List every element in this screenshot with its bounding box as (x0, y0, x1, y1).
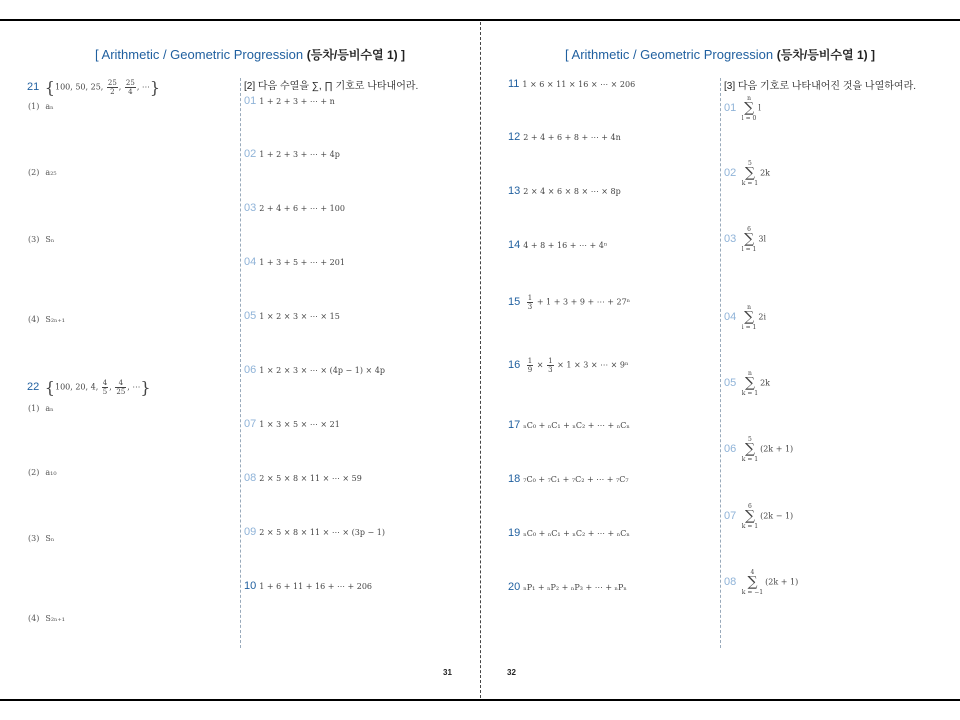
top-rule (0, 19, 960, 21)
page-number: 32 (507, 668, 516, 677)
fraction: $\frac{4}{5}$ (102, 379, 108, 396)
subpart: (4) S₂ₙ₊₁ (28, 315, 65, 324)
sigma-item: 06 5 ∑ k = 1 (2k + 1) (724, 436, 794, 463)
exercise-item: 17 ₙC₀ + ₙC₁ + ₙC₂ + ⋯ + ₙCₙ (508, 419, 630, 431)
fraction: $\frac{25}{2}$ (107, 79, 117, 96)
sigma-item: 07 6 ∑ k = 1 (2k − 1) (724, 503, 794, 530)
problem-number: 22 (27, 380, 40, 393)
fraction: $\frac{4}{25}$ (116, 379, 126, 396)
exercise-item: 16 $\frac{1}{9}$ × $\frac{1}{3}$ × 1 × 3 × ⋯ × 9ⁿ (508, 357, 629, 374)
column-divider (720, 78, 721, 648)
brace-close: } (149, 78, 161, 97)
page-title (10, 46, 490, 63)
exercise-item: 03 2 + 4 + 6 + ⋯ + 100 (244, 202, 345, 214)
sigma-symbol: 6 ∑ k = 1 (741, 503, 759, 530)
sequence-text: 100, 20, 4, (54, 382, 99, 392)
subpart: (4) S₂ₙ₊₁ (28, 614, 65, 623)
sigma-symbol: 4 ∑ k = −1 (741, 569, 764, 596)
subpart: (1) aₙ (28, 102, 54, 111)
brace-open: { (44, 78, 55, 97)
sigma-symbol: n ∑ i = 1 (741, 304, 757, 331)
problem-number: 21 (27, 80, 40, 93)
exercise-item: 08 2 × 5 × 8 × 11 × ⋯ × 59 (244, 472, 362, 484)
problem-22: 22 {100, 20, 4, $\frac{4}{5}$ , $\frac{4}{25}$ , ⋯} (27, 378, 151, 397)
title-ko: (등차/등비수열 1) ] (776, 48, 875, 62)
sequence-end: , ⋯ (136, 82, 150, 92)
section-heading: [2] 다음 수열을 ∑, ∏ 기호로 나타내어라. (244, 81, 419, 92)
page-title (480, 46, 960, 63)
subpart: (1) aₙ (28, 404, 54, 413)
title-ko: (등차/등비수열 1) ] (306, 48, 405, 62)
sigma-symbol: n ∑ l = 0 (741, 95, 757, 122)
title-en: [ Arithmetic / Geometric Progression (95, 47, 304, 62)
subpart: (3) Sₙ (28, 235, 55, 244)
sigma-item: 02 5 ∑ k = 1 2k (724, 160, 771, 187)
fraction: $\frac{1}{3}$ (527, 294, 533, 311)
exercise-item: 14 4 + 8 + 16 + ⋯ + 4ⁿ (508, 239, 608, 251)
subpart: (2) a₁₀ (28, 468, 57, 477)
exercise-item: 15 $\frac{1}{3}$ + 1 + 3 + 9 + ⋯ + 27ⁿ (508, 294, 631, 311)
sequence-end: , ⋯ (127, 382, 141, 392)
exercise-item: 01 1 + 2 + 3 + ⋯ + n (244, 95, 335, 107)
sigma-item: 01 n ∑ l = 0 l (724, 95, 761, 122)
exercise-item: 02 1 + 2 + 3 + ⋯ + 4p (244, 148, 340, 160)
exercise-item: 07 1 × 3 × 5 × ⋯ × 21 (244, 418, 340, 430)
sigma-symbol: n ∑ k = 1 (741, 370, 759, 397)
sigma-symbol: 5 ∑ k = 1 (741, 160, 759, 187)
subpart: (3) Sₙ (28, 534, 55, 543)
sigma-item: 03 6 ∑ l = 1 3l (724, 226, 767, 253)
subpart: (2) a₂₅ (28, 168, 57, 177)
section-heading: [3] 다음 기호로 나타내어진 것을 나열하여라. (724, 81, 917, 92)
exercise-item: 12 2 + 4 + 6 + 8 + ⋯ + 4n (508, 131, 621, 143)
exercise-item: 20 ₙP₁ + ₙP₂ + ₙP₃ + ⋯ + ₙPₙ (508, 581, 627, 593)
title-en: [ Arithmetic / Geometric Progression (565, 47, 774, 62)
bottom-rule (0, 699, 960, 701)
fraction: $\frac{1}{9}$ (527, 357, 533, 374)
fraction: $\frac{25}{4}$ (125, 79, 135, 96)
exercise-item: 11 1 × 6 × 11 × 16 × ⋯ × 206 (508, 78, 636, 90)
column-divider (240, 78, 241, 648)
fraction: $\frac{1}{3}$ (548, 357, 553, 374)
sequence-text: 100, 50, 25, (54, 82, 104, 92)
exercise-item: 09 2 × 5 × 8 × 11 × ⋯ × (3p − 1) (244, 526, 385, 538)
exercise-item: 05 1 × 2 × 3 × ⋯ × 15 (244, 310, 340, 322)
sigma-symbol: 5 ∑ k = 1 (741, 436, 759, 463)
exercise-item: 04 1 + 3 + 5 + ⋯ + 201 (244, 256, 345, 268)
problem-21: 21 {100, 50, 25, $\frac{25}{2}$ , $\frac{25}{4}$ , ⋯} (27, 78, 161, 97)
exercise-item: 19 ₙC₀ + ₙC₁ + ₙC₂ + ⋯ + ₙCₙ (508, 527, 630, 539)
sigma-item: 08 4 ∑ k = −1 (2k + 1) (724, 569, 799, 596)
exercise-item: 18 ₇C₀ + ₇C₁ + ₇C₂ + ⋯ + ₇C₇ (508, 473, 629, 485)
sigma-item: 04 n ∑ i = 1 2i (724, 304, 767, 331)
exercise-item: 10 1 + 6 + 11 + 16 + ⋯ + 206 (244, 580, 373, 592)
exercise-item: 06 1 × 2 × 3 × ⋯ × (4p − 1) × 4p (244, 364, 386, 376)
page-number: 31 (443, 668, 452, 677)
sigma-symbol: 6 ∑ l = 1 (741, 226, 757, 253)
sigma-item: 05 n ∑ k = 1 2k (724, 370, 771, 397)
exercise-item: 13 2 × 4 × 6 × 8 × ⋯ × 8p (508, 185, 621, 197)
brace-close: } (140, 378, 151, 397)
brace-open: { (44, 378, 55, 397)
page-divider (480, 22, 481, 698)
